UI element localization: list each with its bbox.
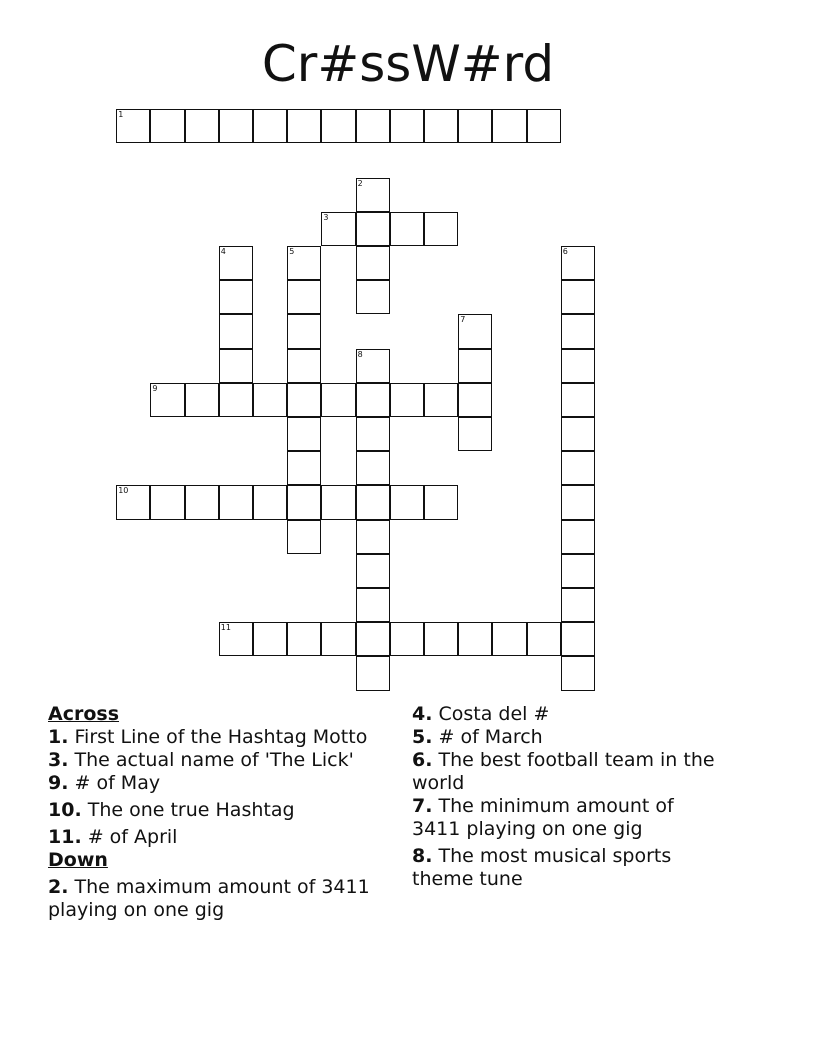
grid-cell[interactable] (561, 656, 595, 690)
clue-down-5: 5. # of March (412, 726, 543, 748)
grid-cell[interactable] (321, 622, 355, 656)
cell-number: 10 (118, 486, 129, 496)
clue-across-11: 11. # of April (48, 826, 178, 848)
cell-number: 3 (323, 212, 329, 222)
grid-cell[interactable] (356, 417, 390, 451)
grid-cell[interactable] (287, 520, 321, 554)
grid-cell[interactable] (390, 212, 424, 246)
grid-cell[interactable] (356, 109, 390, 143)
grid-cell[interactable] (150, 383, 184, 417)
grid-cell[interactable] (390, 485, 424, 519)
grid-cell[interactable] (219, 280, 253, 314)
clue-down-2: 2. The maximum amount of 3411 playing on one gig (48, 876, 370, 921)
cell-number: 6 (562, 247, 568, 256)
cell-number: 4 (220, 247, 226, 256)
puzzle-title: Cr#ssW#rd (261, 35, 555, 93)
grid-cell[interactable] (458, 622, 492, 656)
grid-cell[interactable] (116, 109, 150, 143)
grid-cell[interactable] (561, 485, 595, 519)
grid-cell[interactable] (424, 485, 458, 519)
grid-cell[interactable] (356, 656, 390, 690)
down-heading: Down (48, 849, 108, 871)
cell-number: 11 (220, 623, 231, 633)
grid-cell[interactable] (150, 485, 184, 519)
grid-cell[interactable] (219, 383, 253, 417)
clues-left-column (48, 703, 393, 922)
clue-across-1: 1. First Line of the Hashtag Motto (48, 726, 368, 748)
grid-cell[interactable] (424, 383, 458, 417)
grid-cell[interactable] (356, 485, 390, 519)
grid-cell[interactable] (287, 349, 321, 383)
cell-number: 1 (118, 110, 124, 120)
grid-cell[interactable] (287, 417, 321, 451)
grid-cell[interactable] (287, 280, 321, 314)
grid-cell[interactable] (356, 520, 390, 554)
grid-cell[interactable] (287, 314, 321, 348)
grid-cell[interactable] (356, 349, 390, 383)
grid-cell[interactable] (561, 314, 595, 348)
cell-number: 5 (289, 247, 295, 256)
grid-cell[interactable] (219, 349, 253, 383)
grid-cell[interactable] (561, 280, 595, 314)
grid-cell[interactable] (561, 520, 595, 554)
grid-cell[interactable] (321, 485, 355, 519)
grid-cell[interactable] (253, 383, 287, 417)
across-heading: Across (48, 703, 120, 725)
grid-cell[interactable] (321, 109, 355, 143)
grid-cell[interactable] (561, 417, 595, 451)
clue-down-7: 7. The minimum amount of 3411 playing on one gig (412, 795, 674, 840)
clue-across-10: 10. The one true Hashtag (48, 799, 295, 821)
grid-cell[interactable] (253, 622, 287, 656)
clues-right-column (412, 703, 722, 891)
grid-cell[interactable] (458, 417, 492, 451)
grid-cell[interactable] (492, 109, 526, 143)
grid-cell[interactable] (356, 178, 390, 212)
grid-cell[interactable] (253, 109, 287, 143)
grid-cell[interactable] (424, 109, 458, 143)
clue-down-6: 6. The best football team in the world (412, 749, 715, 794)
grid-cell[interactable] (492, 622, 526, 656)
cell-number: 2 (357, 178, 363, 188)
grid-cell[interactable] (356, 383, 390, 417)
grid-cell[interactable] (356, 212, 390, 246)
grid-cell[interactable] (219, 246, 253, 280)
grid-cell[interactable] (561, 349, 595, 383)
clue-across-3: 3. The actual name of 'The Lick' (48, 749, 354, 771)
grid-cell[interactable] (356, 451, 390, 485)
clue-down-4: 4. Costa del # (412, 703, 550, 725)
grid-cell[interactable] (116, 485, 150, 519)
grid-cell[interactable] (390, 622, 424, 656)
cell-number: 7 (460, 315, 466, 325)
grid-cell[interactable] (287, 109, 321, 143)
grid-cell[interactable] (458, 349, 492, 383)
cell-number: 9 (152, 383, 158, 393)
grid-cell[interactable] (287, 451, 321, 485)
grid-cell[interactable] (321, 212, 355, 246)
grid-cell[interactable] (561, 622, 595, 656)
grid-cell[interactable] (219, 109, 253, 143)
grid-cell[interactable] (185, 485, 219, 519)
grid-cell[interactable] (527, 622, 561, 656)
clue-down-8: 8. The most musical sports theme tune (412, 845, 672, 890)
grid-cell[interactable] (185, 383, 219, 417)
grid-cell[interactable] (458, 383, 492, 417)
grid-cell[interactable] (390, 383, 424, 417)
grid-cell[interactable] (390, 109, 424, 143)
grid-cell[interactable] (219, 622, 253, 656)
grid-cell[interactable] (561, 588, 595, 622)
grid-cell[interactable] (287, 485, 321, 519)
grid-cell[interactable] (287, 622, 321, 656)
grid-cell[interactable] (287, 246, 321, 280)
grid-cell[interactable] (561, 451, 595, 485)
grid-cell[interactable] (287, 383, 321, 417)
grid-cell[interactable] (458, 314, 492, 348)
grid-cell[interactable] (219, 314, 253, 348)
grid-cell[interactable] (219, 485, 253, 519)
grid-cell[interactable] (356, 588, 390, 622)
grid-cell[interactable] (561, 383, 595, 417)
grid-cell[interactable] (253, 485, 287, 519)
grid-cell[interactable] (356, 622, 390, 656)
grid-cell[interactable] (150, 109, 184, 143)
grid-cell[interactable] (561, 554, 595, 588)
grid-cell[interactable] (561, 246, 595, 280)
grid-cell[interactable] (356, 554, 390, 588)
grid-cell[interactable] (424, 212, 458, 246)
grid-cell[interactable] (458, 109, 492, 143)
cell-number: 8 (357, 349, 363, 359)
grid-cell[interactable] (321, 383, 355, 417)
grid-cell[interactable] (356, 246, 390, 280)
grid-cell[interactable] (185, 109, 219, 143)
grid-cell[interactable] (356, 280, 390, 314)
grid-cell[interactable] (424, 622, 458, 656)
clue-across-9: 9. # of May (48, 772, 161, 794)
grid-cell[interactable] (527, 109, 561, 143)
